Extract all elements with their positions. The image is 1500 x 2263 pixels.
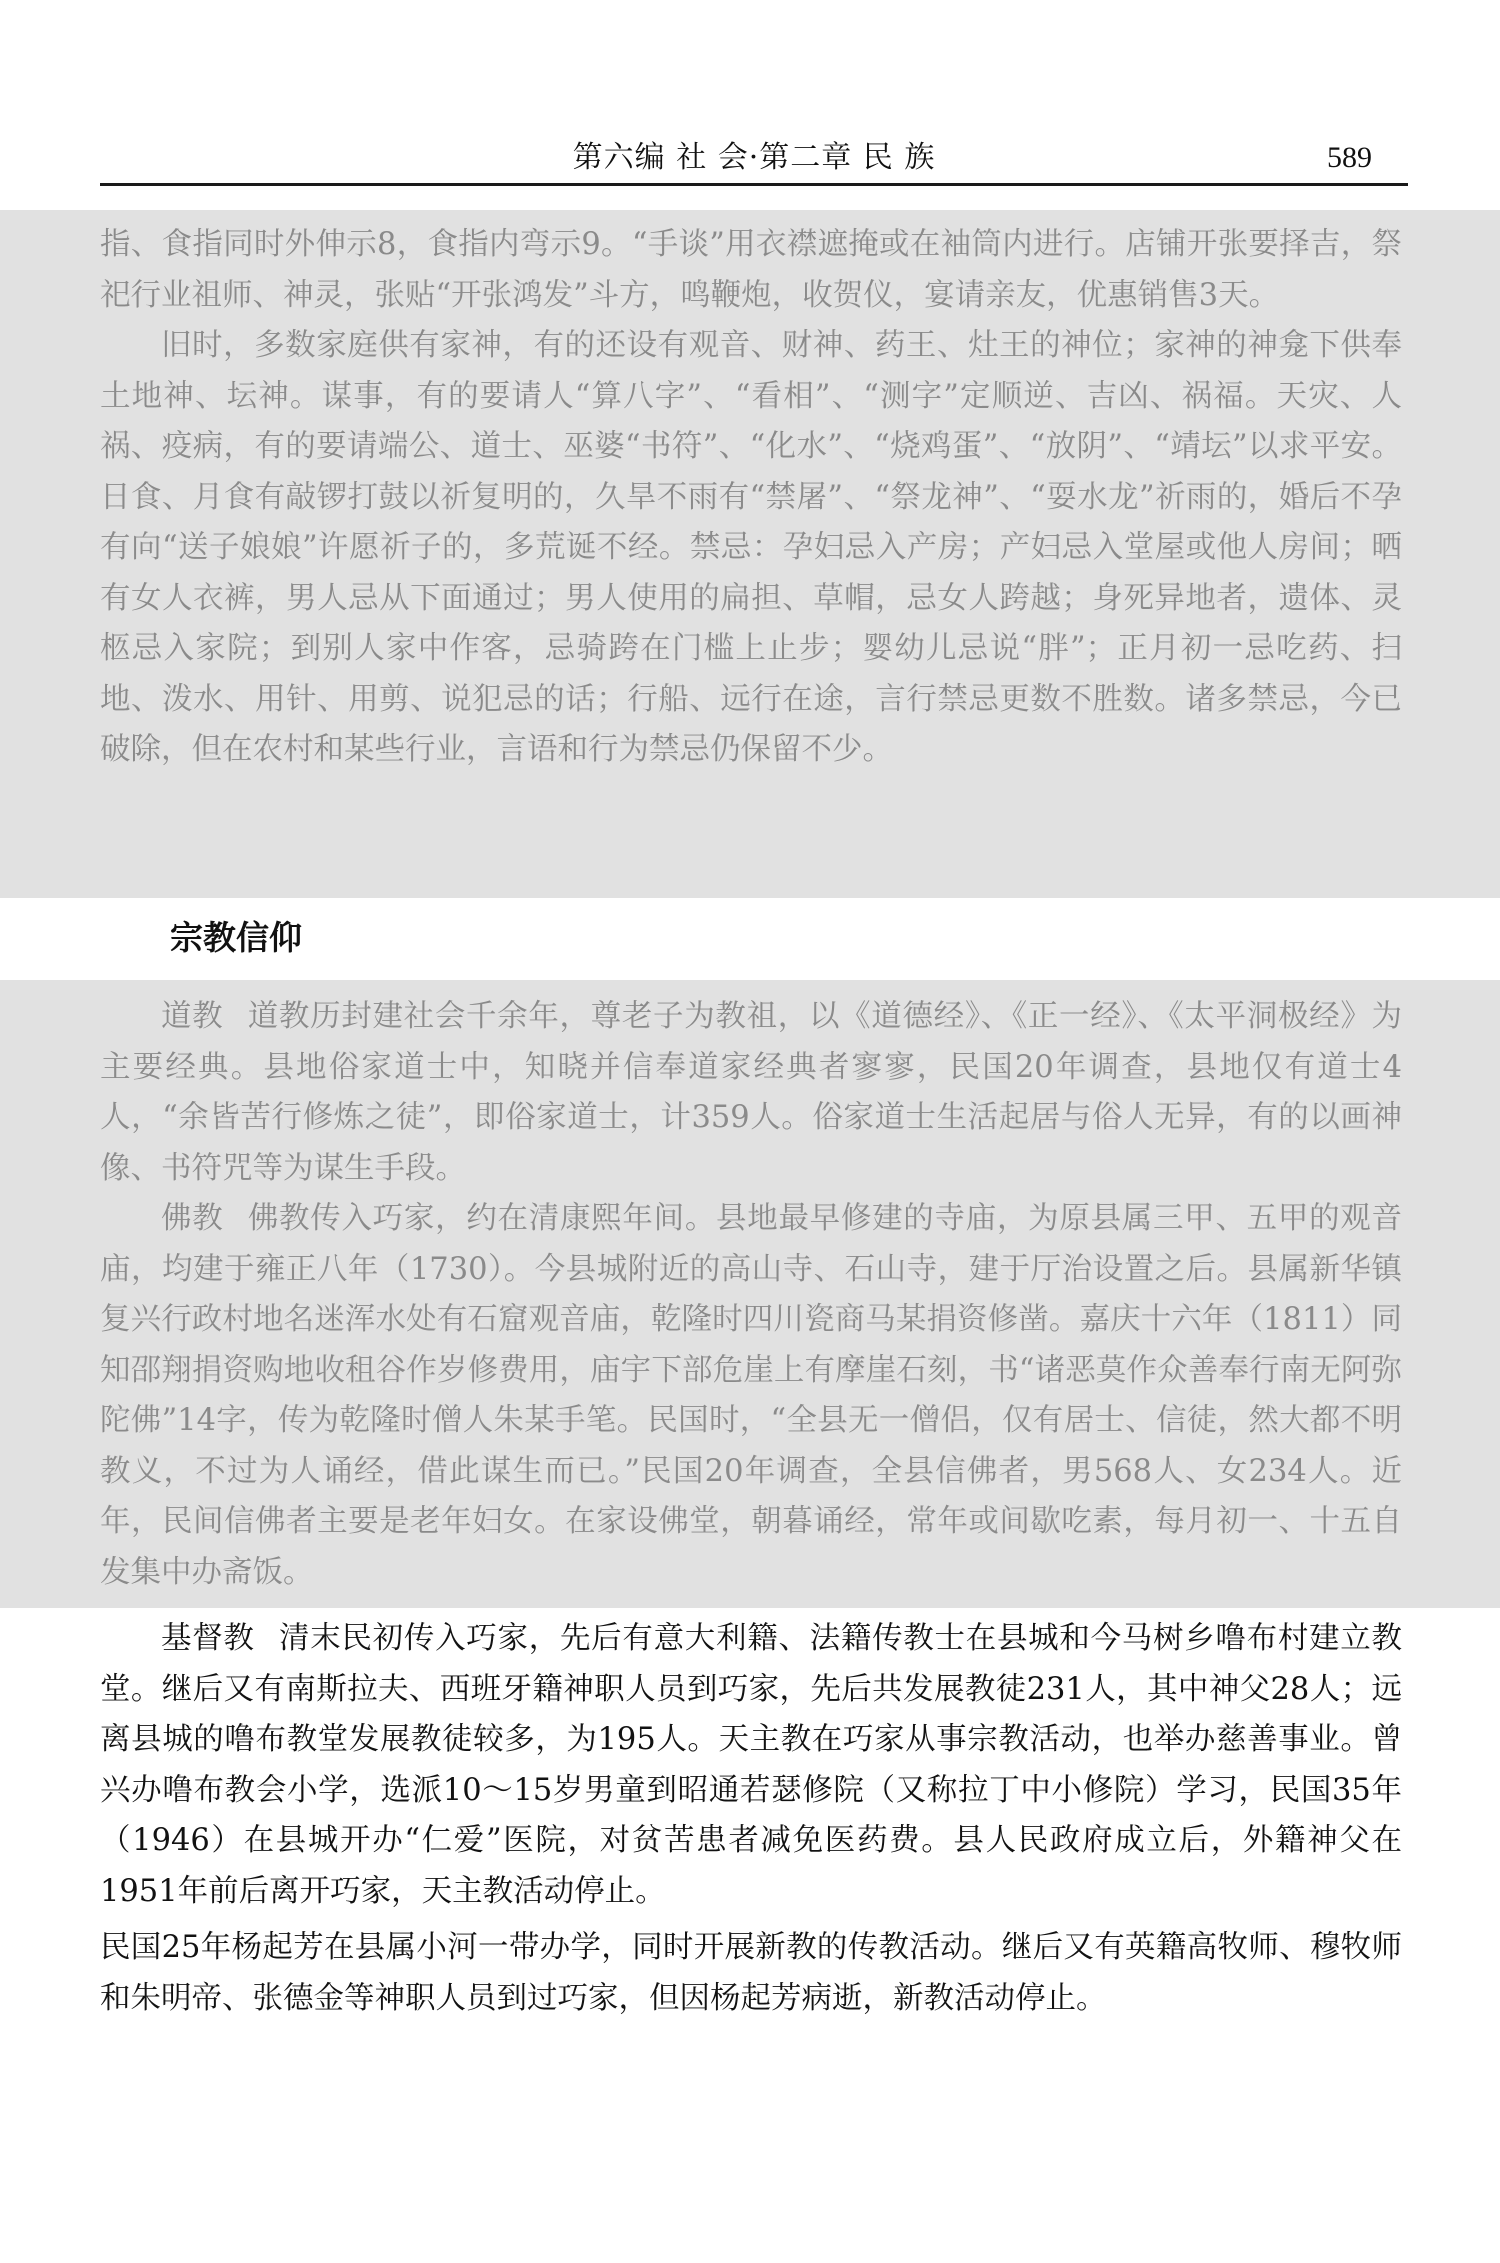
header-rule: [100, 183, 1408, 186]
page-number: 589: [1327, 141, 1372, 174]
paragraph-christianity: [100, 1614, 1402, 1917]
text-christianity: 清末民初传入巧家，先后有意大利籍、法籍传教士在县城和今马树乡噜布村建立教堂。继后又有南斯拉夫、西班牙籍神职人员到巧家，先后共发展教徒231人，其中神父28人；远离县城的噜布教堂发展教徒较多，为195人。天主教在巧家从事宗教活动，也举办慈善事业。曾兴办噜布教会小学，选派10～15岁男童到昭通若瑟修院（又称拉丁中小修院）学习，民国35年（1946）在县城开办“仁爱”医院，对贫苦患者减免医药费。县人民政府成立后，外籍神父在1951年前后离开巧家，天主教活动停止。: [100, 1621, 1402, 1909]
paragraph-protestant: 民国25年杨起芳在县属小河一带办学，同时开展新教的传教活动。继后又有英籍高牧师、穆牧师和朱明帝、张德金等神职人员到过巧家，但因杨起芳病逝，新教活动停止。: [100, 1930, 1402, 2016]
running-header: [100, 138, 1408, 178]
term-taoism: 道教: [161, 999, 224, 1034]
christianity-text-block: [100, 1614, 1402, 2024]
text-taoism: 道教历封建社会千余年，尊老子为教祖，以《道德经》、《正一经》、《太平洞极经》为主要经典。县地俗家道士中，知晓并信奉道家经典者寥寥，民国20年调查，县地仅有道士4人，“余皆苦行修炼之徒”，即俗家道士，计359人。俗家道士生活起居与俗人无异，有的以画神像、书符咒等为谋生手段。: [100, 999, 1403, 1186]
section-heading-religion: 宗教信仰: [170, 918, 302, 957]
paragraph-buddhism: [100, 1194, 1402, 1598]
paragraph-taoism: [100, 992, 1402, 1194]
religion-text-block: [100, 992, 1402, 1598]
term-christianity: 基督教: [161, 1621, 255, 1656]
customs-paragraph-continued: 指、食指同时外伸示8，食指内弯示9。“手谈”用衣襟遮掩或在袖筒内进行。店铺开张要择吉，祭祀行业祖师、神灵，张贴“开张鸿发”斗方，鸣鞭炮，收贺仪，宴请亲友，优惠销售3天。: [100, 227, 1402, 313]
running-header-title: 第六编 社 会·第二章 民 族: [572, 140, 936, 175]
text-buddhism: 佛教传入巧家，约在清康熙年间。县地最早修建的寺庙，为原县属三甲、五甲的观音庙，均建于雍正八年（1730）。今县城附近的高山寺、石山寺，建于厅治设置之后。县属新华镇复兴行政村地名迷浑水处有石窟观音庙，乾隆时四川瓷商马某捐资修凿。嘉庆十六年（1811）同知邵翔捐资购地收租谷作岁修费用，庙宇下部危崖上有摩崖石刻，书“诸恶莫作众善奉行南无阿弥陀佛”14字，传为乾隆时僧人朱某手笔。民国时，“全县无一僧侣，仅有居士、信徒，然大都不明教义，不过为人诵经，借此谋生而已。”民国20年调查，全县信佛者，男568人、女234人。近年，民间信佛者主要是老年妇女。在家设佛堂，朝暮诵经，常年或间歇吃素，每月初一、十五自发集中办斋饭。: [100, 1201, 1403, 1590]
customs-text-block: [100, 220, 1402, 776]
term-buddhism: 佛教: [161, 1201, 224, 1236]
customs-paragraph-taboos: 旧时，多数家庭供有家神，有的还设有观音、财神、药王、灶王的神位；家神的神龛下供奉土地神、坛神。谋事，有的要请人“算八字”、“看相”、“测字”定顺逆、吉凶、祸福。天灾、人祸、疫病，有的要请端公、道士、巫婆“书符”、“化水”、“烧鸡蛋”、“放阴”、“靖坛”以求平安。日食、月食有敲锣打鼓以祈复明的，久旱不雨有“禁屠”、“祭龙神”、“耍水龙”祈雨的，婚后不孕有向“送子娘娘”许愿祈子的，多荒诞不经。禁忌：孕妇忌入产房；产妇忌入堂屋或他人房间；晒有女人衣裤，男人忌从下面通过；男人使用的扁担、草帽，忌女人跨越；身死异地者，遗体、灵柩忌入家院；到别人家中作客，忌骑跨在门槛上止步；婴幼儿忌说“胖”；正月初一忌吃药、扫地、泼水、用针、用剪、说犯忌的话；行船、远行在途，言行禁忌更数不胜数。诸多禁忌，今已破除，但在农村和某些行业，言语和行为禁忌仍保留不少。: [100, 328, 1402, 767]
